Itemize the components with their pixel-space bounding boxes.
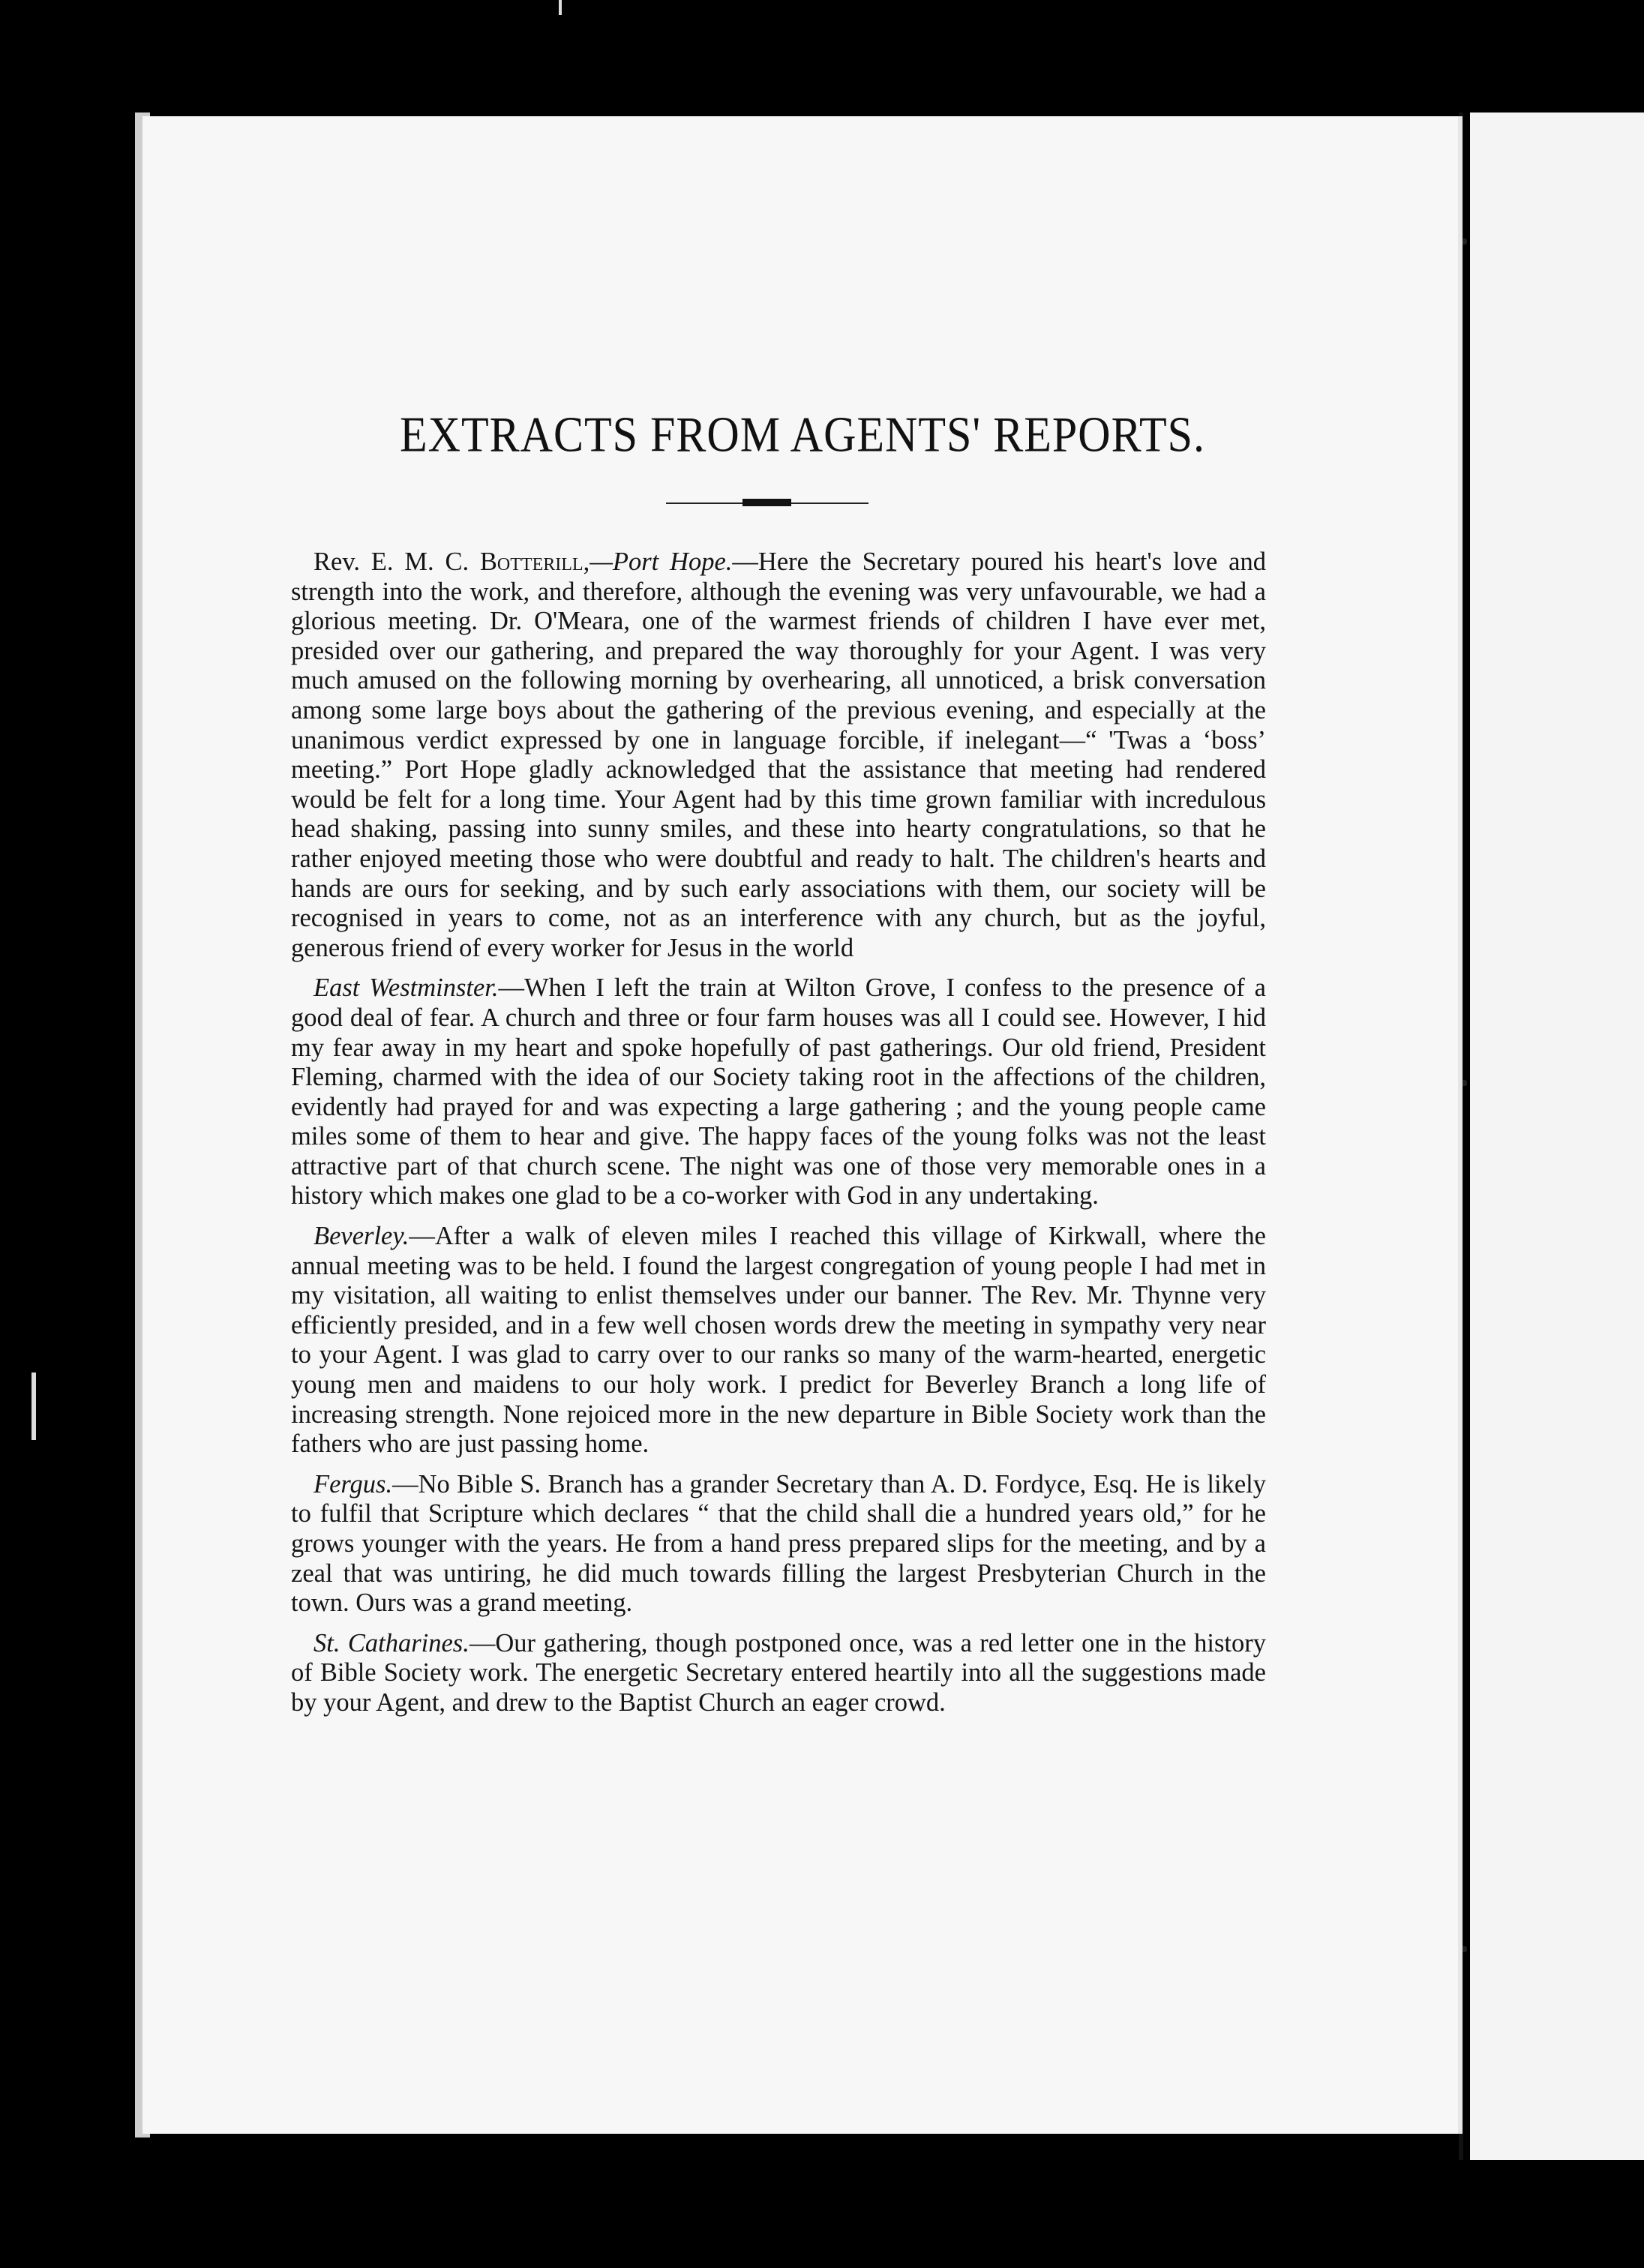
report-prefix: Rev. E. M. C.	[314, 548, 470, 576]
report-text: —After a walk of eleven miles I reached this village of Kirkwall, where the annual meeting was to be held. I found the largest congregation of young people I had met in my visitation, all waiting to enlist themselves under our banner. The Rev. Mr. Thynne very efficiently presided, and in a few well chosen words drew the meeting in sympathy very near to your Agent. I was glad to carry over to our ranks so many of the warm-hearted, energetic young men and maidens to our holy work. I predict for Beverley Branch a long life of increasing strength. None rejoiced more in the new departure in Bible Society work than the fathers who are just passing home.	[291, 1222, 1266, 1459]
report-paragraph	[291, 974, 1266, 1211]
report-text: —Our gathering, though postponed once, was a red letter one in the history of Bible Society work. The energetic Secretary entered heartily into all the suggestions made by your Agent, and drew to the Baptist Church an eager crowd.	[291, 1628, 1267, 1717]
report-place: —Port Hope.	[590, 548, 733, 576]
scan-artifact	[559, 0, 562, 15]
page-title: EXTRACTS FROM AGENTS' REPORTS.	[399, 406, 1206, 462]
report-author: Botterill,	[479, 548, 590, 576]
report-place: East Westminster.	[314, 974, 499, 1003]
document-page	[142, 116, 1462, 2134]
title-divider-ornament	[742, 499, 791, 506]
report-text: —No Bible S. Branch has a grander Secretary than A. D. Fordyce, Esq. He is likely to fulfil that Scripture which declares “ that the child shall die a hundred years old,” for he grows younger with the years. He from a hand press prepared slips for the meeting, and by a zeal that was untiring, he did much towards filling the largest Presbyterian Church in the town. Ours was a grand meeting.	[291, 1469, 1266, 1618]
report-paragraph	[291, 548, 1266, 963]
facing-page	[1470, 112, 1644, 2160]
report-paragraph	[291, 1629, 1266, 1718]
report-text: —When I left the train at Wilton Grove, I confess to the presence of a good deal of fear. A church and three or four farm houses was all I could see. However, I hid my fear away in my heart and spoke hopefully of past gatherings. Our old friend, President Fleming, charmed with the idea of our Society taking root in the affections of the children, evidently had prayed for and was expecting a large gathering ; and the young people came miles some of them to hear and give. The happy faces of the young folks was not the least attractive part of that church scene. The night was one of those very memorable ones in a history which makes one glad to be a co-worker with God in any undertaking.	[291, 974, 1266, 1210]
report-place: Fergus.	[314, 1469, 393, 1498]
scan-artifact	[32, 1372, 36, 1440]
report-body	[291, 548, 1266, 1718]
report-place: St. Catharines.	[314, 1628, 470, 1658]
report-place: Beverley.	[314, 1222, 410, 1251]
report-paragraph	[291, 1222, 1266, 1460]
report-text: —Here the Secretary poured his heart's love and strength into the work, and therefore, although the evening was very unfavourable, we had a glorious meeting. Dr. O'Meara, one of the warmest friends of children I have ever met, presided over our gathering, and prepared the way thoroughly for your Agent. I was very much amused on the following morning by overhearing, all unnoticed, a brisk conversation among some large boys about the gathering of the previous evening, and especially at the unanimous verdict expressed by one in language forcible, if inelegant—“ 'Twas a ‘boss’ meeting.” Port Hope gladly acknowledged that the assistance that meeting had rendered would be felt for a long time. Your Agent had by this time grown familiar with incredulous head shaking, passing into sunny smiles, and these into hearty congratulations, so that he rather enjoyed meeting those who were doubtful and ready to halt. The children's hearts and hands are ours for seeking, and by such early associations with them, our society will be recognised in years to come, not as an interference with any church, but as the joyful, generous friend of every worker for Jesus in the world	[291, 548, 1266, 962]
report-paragraph	[291, 1470, 1266, 1618]
